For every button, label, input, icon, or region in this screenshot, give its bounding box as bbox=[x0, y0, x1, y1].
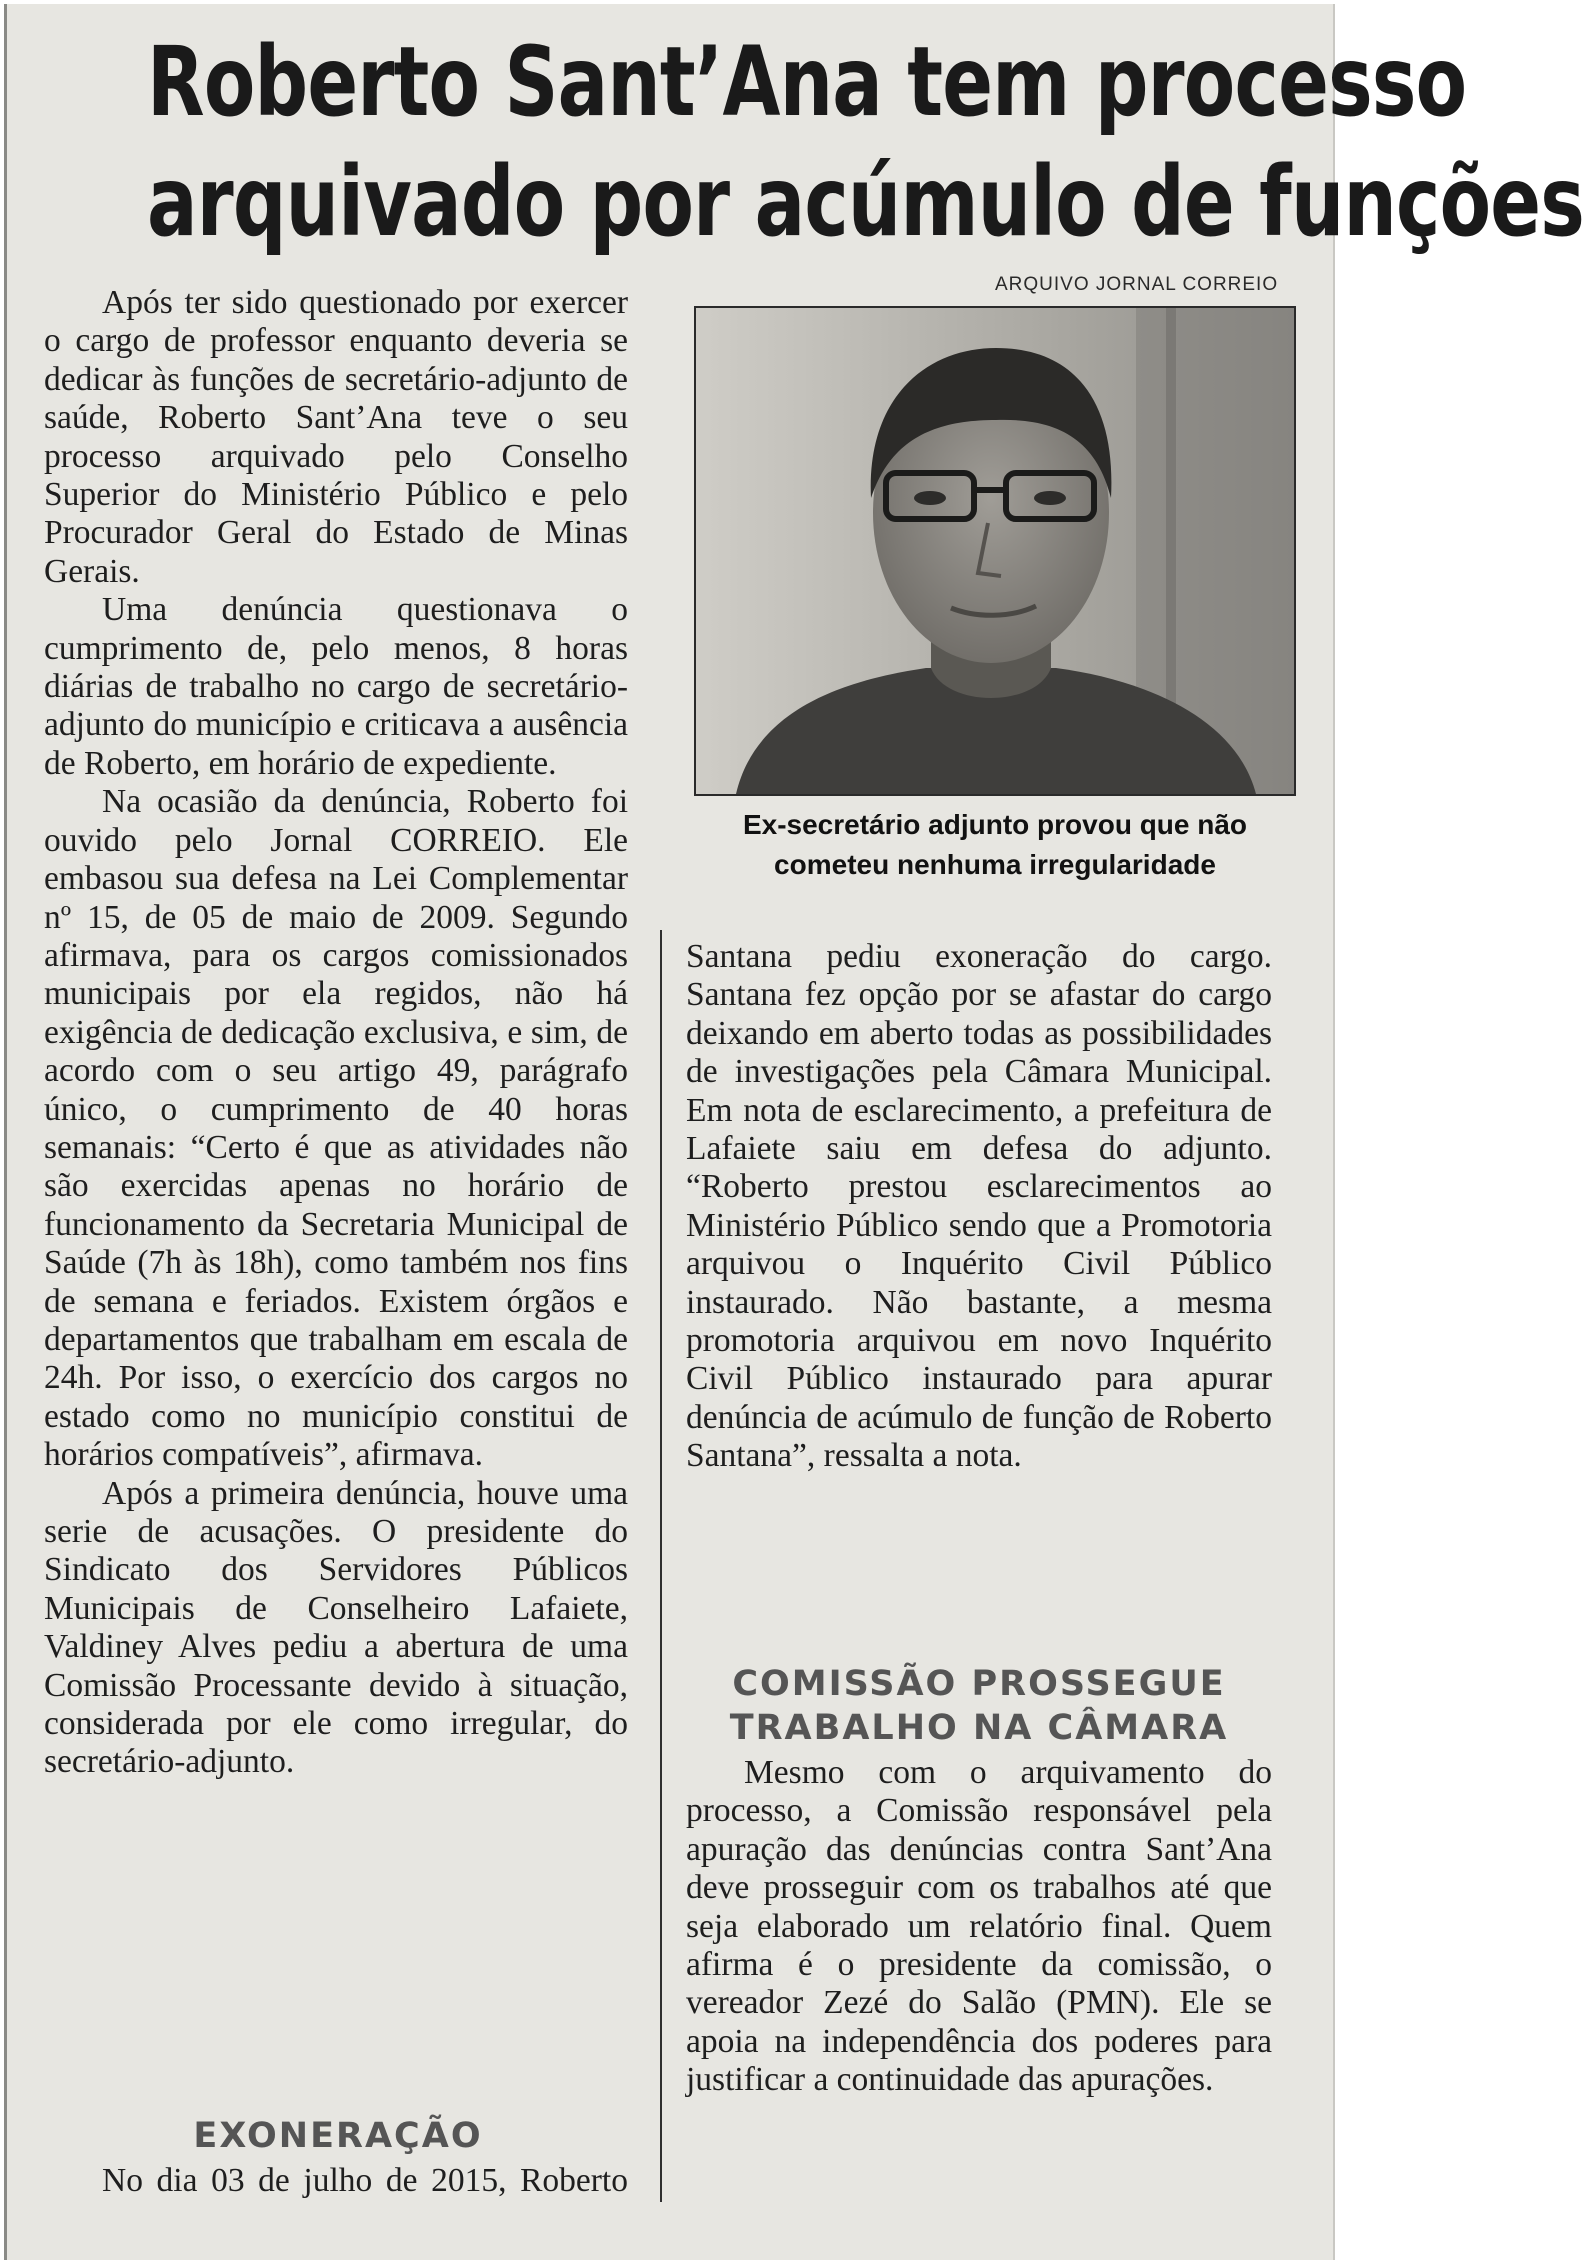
paragraph-4: Após a primeira denúncia, houve uma serie de acusações. O presidente do Sindicato dos Servidores Públicos Municipais de Conselheiro Lafaiete, Valdiney Alves pediu a abertura de uma Comissão Processante devido à situação, considerada por ele como irregular, do secretário-adjunto. bbox=[44, 1474, 628, 1781]
caption-line-1: Ex-secretário adjunto provou que não bbox=[742, 809, 1248, 840]
paragraph-7: Mesmo com o arquivamento do processo, a Comissão responsável pela apuração das denúncias contra Sant’Ana deve prosseguir com os trabalhos até que seja elaborado um relatório final. Quem afirma é o presidente da comissão, o vereador Zezé do Salão (PMN). Ele se apoia na independência dos poderes para justificar a continuidade das apurações. bbox=[686, 1754, 1272, 2099]
photo-credit: ARQUIVO JORNAL CORREIO bbox=[995, 274, 1279, 295]
subhead-comissao-line-1: COMISSÃO PROSSEGUE bbox=[732, 1664, 1226, 1704]
caption-line-2: cometeu nenhuma irregularidade bbox=[774, 849, 1216, 880]
article-column-1-tail bbox=[44, 2162, 628, 2200]
headline-line-1: Roberto Sant’Ana tem processo bbox=[146, 26, 1467, 138]
subhead-exoneracao: EXONERAÇÃO bbox=[193, 2116, 483, 2156]
paragraph-6: Santana pediu exoneração do cargo. Santana fez opção por se afastar do cargo deixando em aberto todas as possibilidades de investigações pela Câmara Municipal. Em nota de esclarecimento, a prefeitura de Lafaiete saiu em defesa do adjunto. “Roberto prestou esclarecimentos ao Ministério Público sendo que a Promotoria arquivou o Inquérito Civil Público instaurado. Não bastante, a mesma promotoria arquivou em novo Inquérito Civil Público instaurado para apurar denúncia de acúmulo de função de Roberto Santana”, ressalta a nota. bbox=[686, 938, 1272, 1475]
paragraph-3: Na ocasião da denúncia, Roberto foi ouvido pelo Jornal CORREIO. Ele embasou sua defesa na Lei Complementar nº 15, de 05 de maio de 2009. Segundo afirmava, para os cargos comissionados municipais por ela regidos, não há exigência de dedicação exclusiva, e sim, de acordo com o seu artigo 49, parágrafo único, o cumprimento de 40 horas semanais: “Certo é que as atividades não são exercidas apenas no horário de funcionamento da Secretaria Municipal de Saúde (7h às 18h), como também nos fins de semana e feriados. Existem órgãos e departamentos que trabalham em escala de 24h. Por isso, o exercício dos cargos no estado como no município constitui de horários compatíveis”, afirmava. bbox=[44, 783, 628, 1474]
subhead-comissao-line-2: TRABALHO NA CÂMARA bbox=[729, 1708, 1229, 1748]
photo-caption bbox=[692, 805, 1298, 885]
headline-line-2: arquivado por acúmulo de funções bbox=[146, 146, 1584, 258]
paragraph-1: Após ter sido questionado por exercer o cargo de professor enquanto deveria se dedicar às funções de secretário-adjunto de saúde, Roberto Sant’Ana teve o seu processo arquivado pelo Conselho Superior do Ministério Público e pelo Procurador Geral do Estado de Minas Gerais. bbox=[44, 284, 628, 590]
article-column-1 bbox=[44, 284, 628, 1782]
subhead-comissao bbox=[686, 1662, 1272, 1750]
article-column-2-tail bbox=[686, 1754, 1272, 2100]
portrait-photo bbox=[694, 306, 1296, 796]
column-divider bbox=[660, 930, 662, 2202]
paragraph-5: No dia 03 de julho de 2015, Roberto bbox=[102, 2162, 628, 2199]
paragraph-2: Uma denúncia questionava o cumprimento de, pelo menos, 8 horas diárias de trabalho no cargo de secretário-adjunto do município e criticava a ausência de Roberto, em horário de expediente. bbox=[44, 591, 628, 782]
article-column-2 bbox=[686, 938, 1272, 1476]
